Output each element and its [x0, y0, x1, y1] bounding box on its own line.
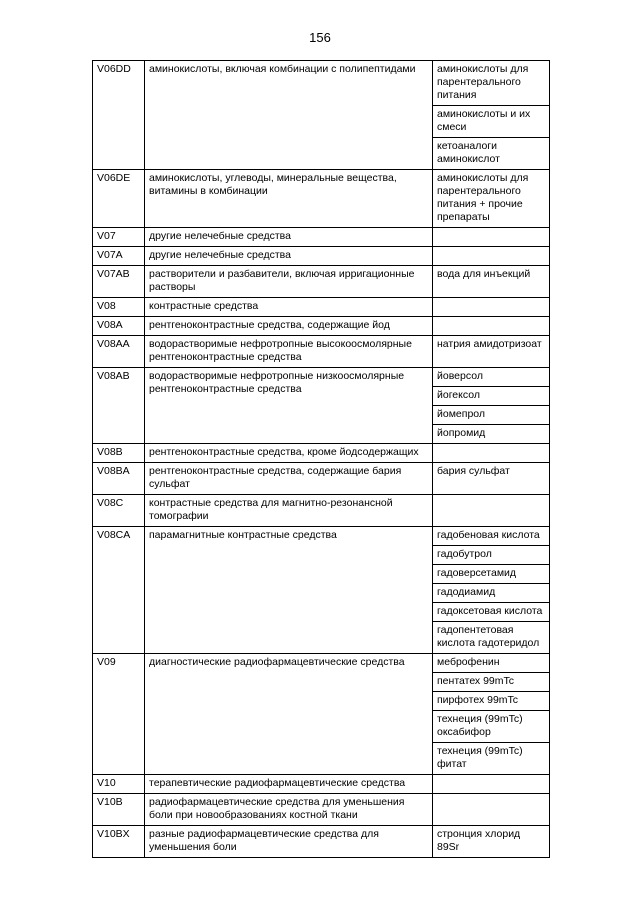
- drug-name-cell: [433, 247, 550, 266]
- drug-name-cell: пирфотех 99mTc: [433, 692, 550, 711]
- page-number: 156: [309, 30, 331, 45]
- atc-table-body: [93, 61, 550, 858]
- drug-name-cell: аминокислоты и их смеси: [433, 106, 550, 138]
- table-row: [93, 444, 550, 463]
- atc-code-cell: V07AB: [93, 266, 145, 298]
- atc-code-cell: V10BX: [93, 826, 145, 858]
- atc-description-cell: контрастные средства для магнитно-резонансной томографии: [145, 495, 433, 527]
- table-row: [93, 654, 550, 673]
- atc-description-cell: растворители и разбавители, включая ирригационные растворы: [145, 266, 433, 298]
- drug-name-cell: кетоаналоги аминокислот: [433, 138, 550, 170]
- atc-code-cell: V10: [93, 775, 145, 794]
- drug-name-cell: гадобутрол: [433, 546, 550, 565]
- drug-name-cell: гадоверсетамид: [433, 565, 550, 584]
- table-row: [93, 463, 550, 495]
- drug-name-cell: аминокислоты для парентерального питания: [433, 61, 550, 106]
- table-row: [93, 61, 550, 106]
- drug-name-cell: стронция хлорид 89Sr: [433, 826, 550, 858]
- table-row: [93, 794, 550, 826]
- table-row: [93, 228, 550, 247]
- table-row: [93, 170, 550, 228]
- drug-name-cell: гадодиамид: [433, 584, 550, 603]
- atc-description-cell: водорастворимые нефротропные высокоосмолярные рентгеноконтрастные средства: [145, 336, 433, 368]
- table-row: [93, 266, 550, 298]
- atc-code-cell: V07: [93, 228, 145, 247]
- drug-name-cell: технеция (99mTc) оксабифор: [433, 711, 550, 743]
- drug-name-cell: гадобеновая кислота: [433, 527, 550, 546]
- drug-name-cell: пентатех 99mTc: [433, 673, 550, 692]
- drug-name-cell: йопромид: [433, 425, 550, 444]
- drug-name-cell: йоверсол: [433, 368, 550, 387]
- drug-name-cell: натрия амидотризоат: [433, 336, 550, 368]
- atc-description-cell: диагностические радиофармацевтические средства: [145, 654, 433, 775]
- atc-code-cell: V08AA: [93, 336, 145, 368]
- drug-name-cell: [433, 298, 550, 317]
- drug-name-cell: [433, 495, 550, 527]
- atc-description-cell: аминокислоты, углеводы, минеральные вещества, витамины в комбинации: [145, 170, 433, 228]
- atc-code-cell: V07A: [93, 247, 145, 266]
- atc-code-cell: V08A: [93, 317, 145, 336]
- drug-name-cell: [433, 794, 550, 826]
- atc-code-cell: V08C: [93, 495, 145, 527]
- atc-code-cell: V08AB: [93, 368, 145, 444]
- table-row: [93, 247, 550, 266]
- drug-name-cell: гадоксетовая кислота: [433, 603, 550, 622]
- table-row: [93, 775, 550, 794]
- atc-description-cell: аминокислоты, включая комбинации с полипептидами: [145, 61, 433, 170]
- atc-code-cell: V09: [93, 654, 145, 775]
- atc-description-cell: рентгеноконтрастные средства, содержащие бария сульфат: [145, 463, 433, 495]
- atc-code-cell: V08CA: [93, 527, 145, 654]
- drug-name-cell: йомепрол: [433, 406, 550, 425]
- atc-description-cell: терапевтические радиофармацевтические средства: [145, 775, 433, 794]
- table-row: [93, 336, 550, 368]
- table-row: [93, 826, 550, 858]
- table-row: [93, 317, 550, 336]
- atc-description-cell: рентгеноконтрастные средства, кроме йодсодержащих: [145, 444, 433, 463]
- drug-name-cell: [433, 317, 550, 336]
- atc-code-cell: V10B: [93, 794, 145, 826]
- atc-table: [92, 60, 550, 858]
- atc-code-cell: V08BA: [93, 463, 145, 495]
- atc-code-cell: V06DE: [93, 170, 145, 228]
- drug-name-cell: бария сульфат: [433, 463, 550, 495]
- table-row: [93, 527, 550, 546]
- table-row: [93, 368, 550, 387]
- table-row: [93, 298, 550, 317]
- drug-name-cell: [433, 228, 550, 247]
- atc-description-cell: разные радиофармацевтические средства для уменьшения боли: [145, 826, 433, 858]
- drug-name-cell: аминокислоты для парентерального питания + прочие препараты: [433, 170, 550, 228]
- drug-name-cell: [433, 775, 550, 794]
- atc-description-cell: радиофармацевтические средства для уменьшения боли при новообразованиях костной ткани: [145, 794, 433, 826]
- atc-description-cell: парамагнитные контрастные средства: [145, 527, 433, 654]
- table-row: [93, 495, 550, 527]
- atc-description-cell: другие нелечебные средства: [145, 247, 433, 266]
- atc-code-cell: V08B: [93, 444, 145, 463]
- atc-description-cell: другие нелечебные средства: [145, 228, 433, 247]
- drug-name-cell: меброфенин: [433, 654, 550, 673]
- atc-description-cell: водорастворимые нефротропные низкоосмолярные рентгеноконтрастные средства: [145, 368, 433, 444]
- drug-name-cell: гадопентетовая кислота гадотеридол: [433, 622, 550, 654]
- drug-name-cell: вода для инъекций: [433, 266, 550, 298]
- atc-code-cell: V06DD: [93, 61, 145, 170]
- atc-description-cell: контрастные средства: [145, 298, 433, 317]
- atc-description-cell: рентгеноконтрастные средства, содержащие йод: [145, 317, 433, 336]
- drug-name-cell: технеция (99mTc) фитат: [433, 743, 550, 775]
- drug-name-cell: йогексол: [433, 387, 550, 406]
- atc-code-cell: V08: [93, 298, 145, 317]
- drug-name-cell: [433, 444, 550, 463]
